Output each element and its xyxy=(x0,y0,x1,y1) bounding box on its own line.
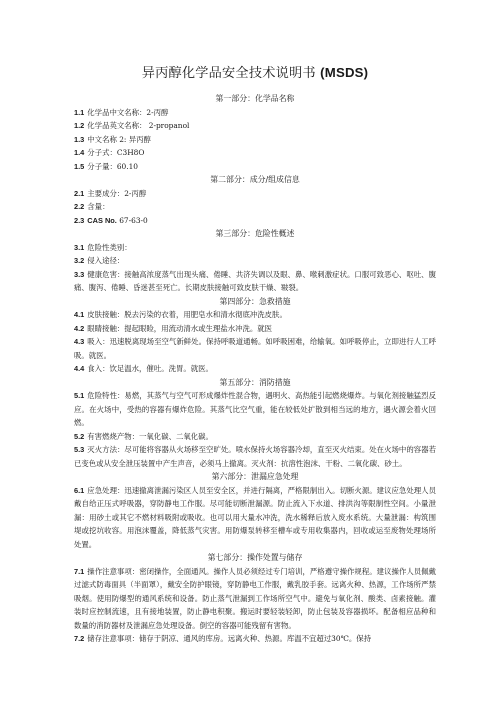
item-label: CAS No. xyxy=(87,215,117,225)
item-7-1 xyxy=(74,565,436,633)
item-text: 分子式：C3H8O xyxy=(87,148,145,157)
document-title xyxy=(74,64,436,83)
item-4-2 xyxy=(74,322,436,336)
item-1-4 xyxy=(74,146,436,160)
section-heading-1: 第一部分：化学品名称 xyxy=(215,94,295,103)
item-text: 储存注意事项：储存于阴凉、通风的库房。远离火种、热源。库温不宜超过30℃。保持 xyxy=(87,634,372,643)
document-title-cn: 异丙醇化学品安全技术说明书 xyxy=(141,66,316,81)
item-text: 眼睛接触：提起眼睑，用流动清水或生理盐水冲洗。就医 xyxy=(87,323,273,333)
item-2-2 xyxy=(74,200,436,214)
item-text: 化学品英文名称： 2-propanol xyxy=(87,121,190,130)
item-5-2 xyxy=(74,430,436,444)
item-number: 5.1 xyxy=(74,391,85,400)
item-2-1 xyxy=(74,187,436,201)
item-number: 1.2 xyxy=(74,121,85,130)
item-number: 6.1 xyxy=(74,485,85,495)
item-number: 5.2 xyxy=(74,431,85,441)
item-text: 操作注意事项：密闭操作，全面通风。操作人员必须经过专门培训，严格遵守操作规程。建议操作人员佩戴过滤式防毒面具（半面罩），戴安全防护眼镜，穿防静电工作服，戴乳胶手套。远离火种、热源，工作场所严禁吸烟。使用防爆型的通风系统和设备。防止蒸气泄漏到工作场所空气中。避免与氧化剂、酸类、卤素接触。灌装时应控制流速，且有接地装置，防止静电积聚。搬运时要轻装轻卸，防止包装及容器损坏。配备相应品种和数量的消防器材及泄漏应急处理设备。倒空的容器可能残留有害物。 xyxy=(74,566,436,630)
item-number: 3.1 xyxy=(74,242,85,252)
item-2-3 xyxy=(74,214,436,228)
item-3-2 xyxy=(74,254,436,268)
item-number: 1.1 xyxy=(74,107,85,117)
item-number: 2.2 xyxy=(74,202,85,211)
item-1-1 xyxy=(74,106,436,120)
section-heading-3: 第三部分：危险性概述 xyxy=(215,229,295,238)
item-text: 危险性类别： xyxy=(87,242,132,252)
item-5-3 xyxy=(74,443,436,470)
item-1-5 xyxy=(74,160,436,174)
item-1-2 xyxy=(74,119,436,133)
item-text: 含量： xyxy=(87,202,110,211)
item-number: 3.2 xyxy=(74,256,85,265)
item-number: 1.5 xyxy=(74,161,85,171)
item-4-3 xyxy=(74,335,436,362)
item-6-1 xyxy=(74,484,436,552)
item-number: 2.3 xyxy=(74,215,85,225)
item-5-1 xyxy=(74,389,436,430)
item-4-4 xyxy=(74,362,436,376)
item-number: 2.1 xyxy=(74,188,85,198)
item-text: 灭火方法：尽可能将容器从火场移至空旷处。喷水保持火场容器冷却，直至灭火结束。处在火场中的容器若已变色或从安全泄压装置中产生声音，必须马上撤离。灭火剂：抗溶性泡沫、干粉、二氧化碳、砂土。 xyxy=(74,445,436,468)
item-text: 主要成分：2-丙醇 xyxy=(87,188,147,198)
section-heading-7: 第七部分：操作处置与储存 xyxy=(207,553,303,562)
item-number: 7.1 xyxy=(74,566,85,576)
item-text: 分子量：60.10 xyxy=(87,161,139,171)
item-number: 3.3 xyxy=(74,269,85,279)
item-number: 5.3 xyxy=(74,445,85,454)
item-7-2 xyxy=(74,632,436,646)
item-text: 中文名称 2: 异丙醇 xyxy=(87,134,151,144)
msds-document xyxy=(74,0,436,646)
item-4-1 xyxy=(74,308,436,322)
section-heading-5: 第五部分：消防措施 xyxy=(219,377,291,387)
item-1-3 xyxy=(74,133,436,147)
item-text: 皮肤接触：脱去污染的衣着，用肥皂水和清水彻底冲洗皮肤。 xyxy=(87,310,287,319)
item-3-3 xyxy=(74,268,436,295)
item-number: 1.3 xyxy=(74,134,85,144)
item-text: 食入：饮足温水，催吐。洗胃。就医。 xyxy=(87,364,213,373)
item-number: 4.2 xyxy=(74,323,85,333)
section-heading-6: 第六部分：泄漏应急处理 xyxy=(211,472,299,481)
item-text: 吸入：迅速脱离现场至空气新鲜处。保持呼吸道通畅。如呼吸困难，给输氧。如呼吸停止，立即进行人工呼吸。就医。 xyxy=(74,337,436,360)
item-text: 有害燃烧产物：一氧化碳、二氧化碳。 xyxy=(87,431,213,441)
item-number: 4.4 xyxy=(74,364,85,373)
item-number: 7.2 xyxy=(74,634,85,643)
item-text: 侵入途径： xyxy=(87,256,125,265)
item-number: 1.4 xyxy=(74,148,85,157)
item-text: 健康危害：接触高浓度蒸气出现头痛、倦睡、共济失调以及眼、鼻、喉刺激症状。口服可致恶心、呕吐、腹痛、腹泻、倦睡、昏迷甚至死亡。长期皮肤接触可致皮肤干燥、皲裂。 xyxy=(74,269,436,292)
item-number: 4.3 xyxy=(74,337,85,346)
document-title-latin: (MSDS) xyxy=(320,65,369,80)
item-text: 67-63-0 xyxy=(119,215,148,225)
section-heading-2: 第二部分：成分/组成信息 xyxy=(210,175,300,184)
item-3-1 xyxy=(74,241,436,255)
item-text: 应急处理：迅速撤离泄漏污染区人员至安全区，并进行隔离，严格限制出入。切断火源。建议应急处理人员戴自给正压式呼吸器，穿防静电工作服。尽可能切断泄漏源。防止流入下水道、排洪沟等限制性空间。小量泄漏：用砂土或其它不燃材料吸附或吸收。也可以用大量水冲洗，洗水稀释后放入废水系统。大量泄漏：构筑围堤或挖坑收容。用泡沫覆盖，降低蒸气灾害。用防爆泵转移至槽车或专用收集器内，回收或运至废物处理场所处置。 xyxy=(74,485,436,549)
item-number: 4.1 xyxy=(74,310,85,319)
item-text: 化学品中文名称：2-丙醇 xyxy=(87,107,169,117)
section-heading-4: 第四部分：急救措施 xyxy=(219,296,291,306)
item-text: 危险特性：易燃，其蒸气与空气可形成爆炸性混合物，遇明火、高热能引起燃烧爆炸。与氧化剂接触猛烈反应。在火场中，受热的容器有爆炸危险。其蒸气比空气重，能在较低处扩散到相当远的地方，遇火源会着火回燃。 xyxy=(74,391,436,427)
